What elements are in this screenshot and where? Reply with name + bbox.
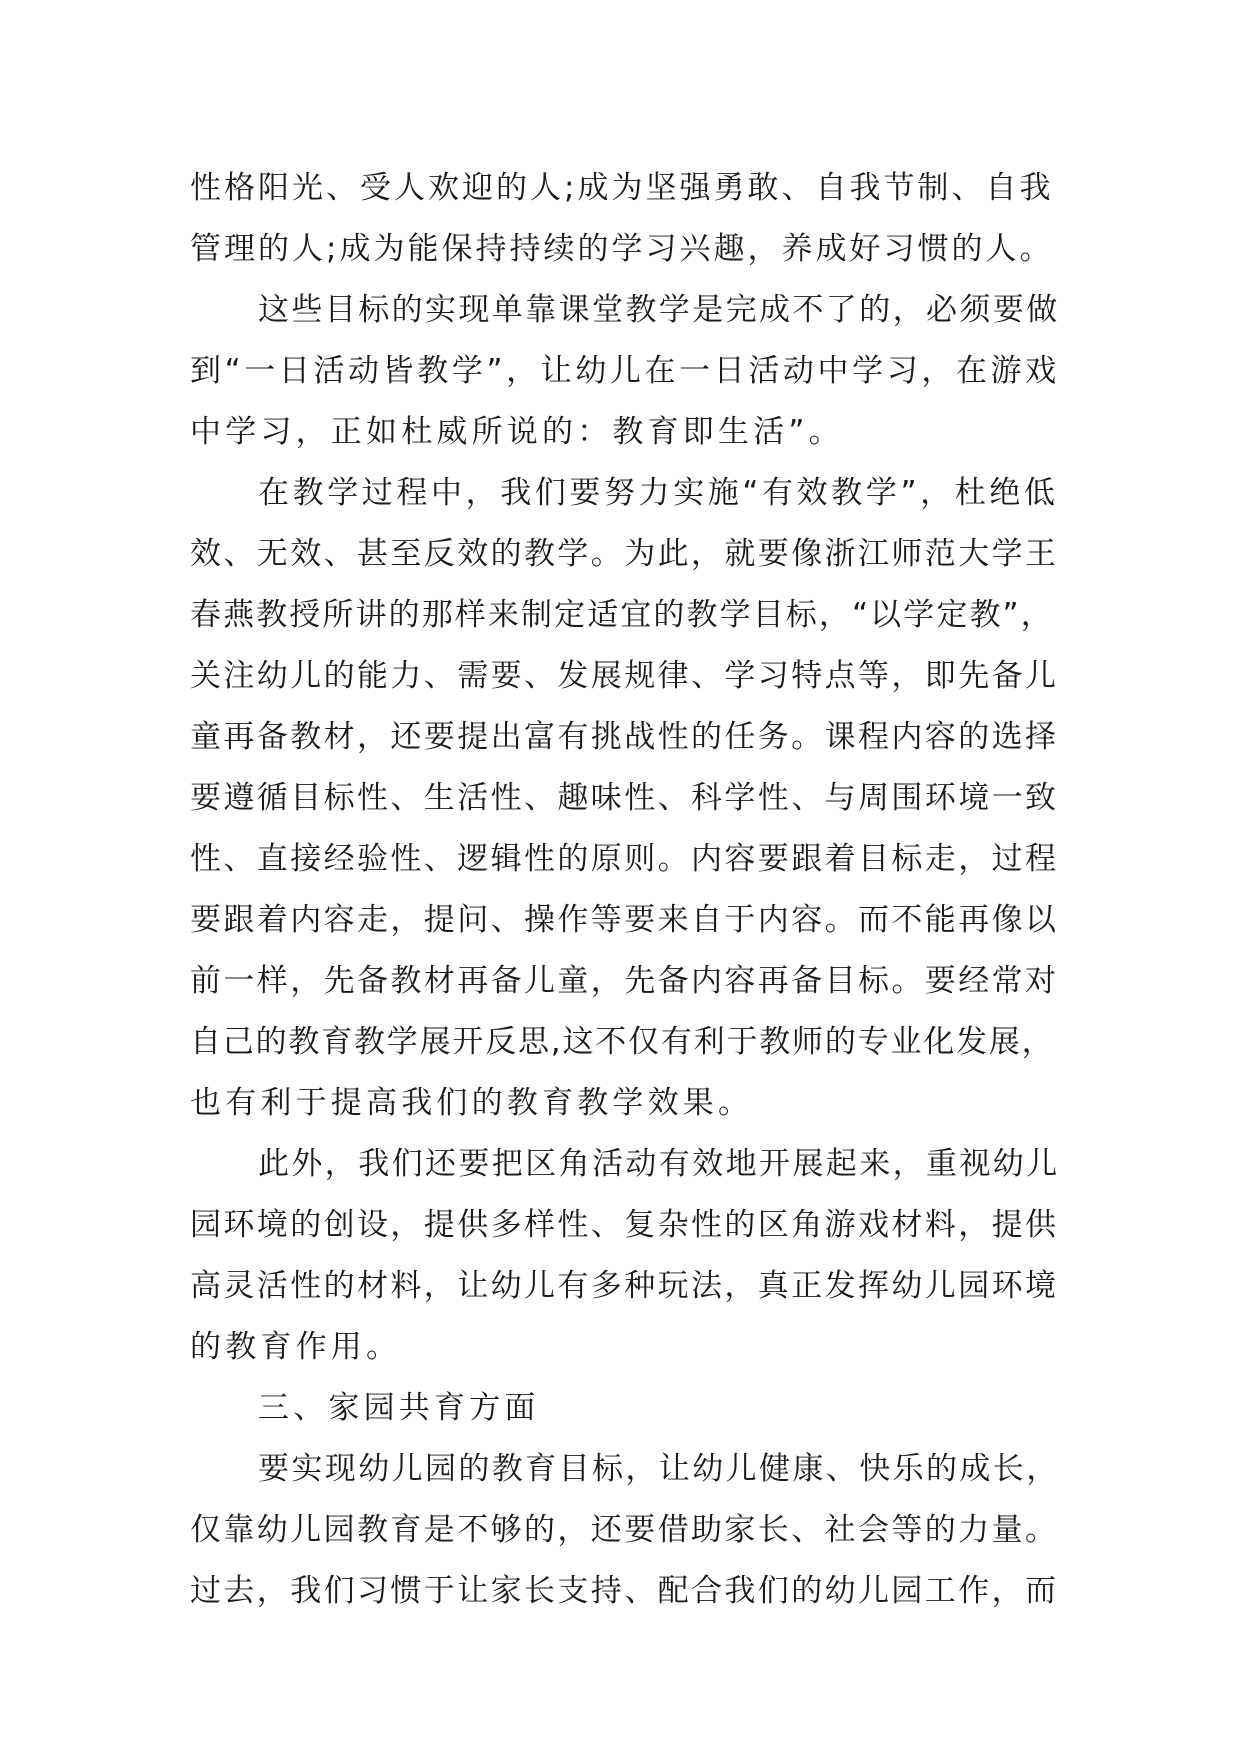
text-line: 高灵活性的材料，让幼儿有多种玩法，真正发挥幼儿园环境 [190, 1268, 1059, 1304]
text-line: 园环境的创设，提供多样性、复杂性的区角游戏材料，提供 [190, 1207, 1059, 1243]
document-body [190, 158, 1060, 1622]
text-line: 童再备教材，还要提出富有挑战性的任务。课程内容的选择 [190, 719, 1059, 755]
text-line: 也有利于提高我们的教育教学效果。 [190, 1085, 754, 1121]
text-line: 到“一日活动皆教学”，让幼儿在一日活动中学习，在游戏 [190, 353, 1060, 389]
text-line: 管理的人;成为能保持持续的学习兴趣，养成好习惯的人。 [190, 231, 1054, 267]
text-line: 过去，我们习惯于让家长支持、配合我们的幼儿园工作，而 [190, 1573, 1059, 1609]
text-line: 的教育作用。 [190, 1329, 402, 1365]
text-line: 要跟着内容走，提问、操作等要来自于内容。而不能再像以 [190, 902, 1059, 938]
text-line: 关注幼儿的能力、需要、发展规律、学习特点等，即先备儿 [190, 658, 1059, 694]
text-line: 效、无效、甚至反效的教学。为此，就要像浙江师范大学王 [190, 536, 1059, 572]
text-line: 仅靠幼儿园教育是不够的，还要借助家长、社会等的力量。 [190, 1512, 1059, 1548]
text-line: 春燕教授所讲的那样来制定适宜的教学目标，“以学定教”， [190, 597, 1054, 633]
text-line: 性、直接经验性、逻辑性的原则。内容要跟着目标走，过程 [190, 841, 1059, 877]
text-line: 要实现幼儿园的教育目标，让幼儿健康、快乐的成长， [258, 1451, 1060, 1487]
text-line: 在教学过程中，我们要努力实施“有效教学”，杜绝低 [258, 475, 1059, 511]
text-line: 自己的教育教学展开反思,这不仅有利于教师的专业化发展， [190, 1024, 1055, 1060]
text-line: 此外，我们还要把区角活动有效地开展起来，重视幼儿 [258, 1146, 1060, 1182]
text-line: 性格阳光、受人欢迎的人;成为坚强勇敢、自我节制、自我 [190, 170, 1054, 206]
text-line: 要遵循目标性、生活性、趣味性、科学性、与周围环境一致 [190, 780, 1059, 816]
text-line: 这些目标的实现单靠课堂教学是完成不了的，必须要做 [258, 292, 1060, 328]
text-line: 前一样，先备教材再备儿童，先备内容再备目标。要经常对 [190, 963, 1059, 999]
section-heading: 三、家园共育方面 [258, 1390, 540, 1426]
text-line: 中学习，正如杜威所说的：教育即生活”。 [190, 414, 844, 450]
